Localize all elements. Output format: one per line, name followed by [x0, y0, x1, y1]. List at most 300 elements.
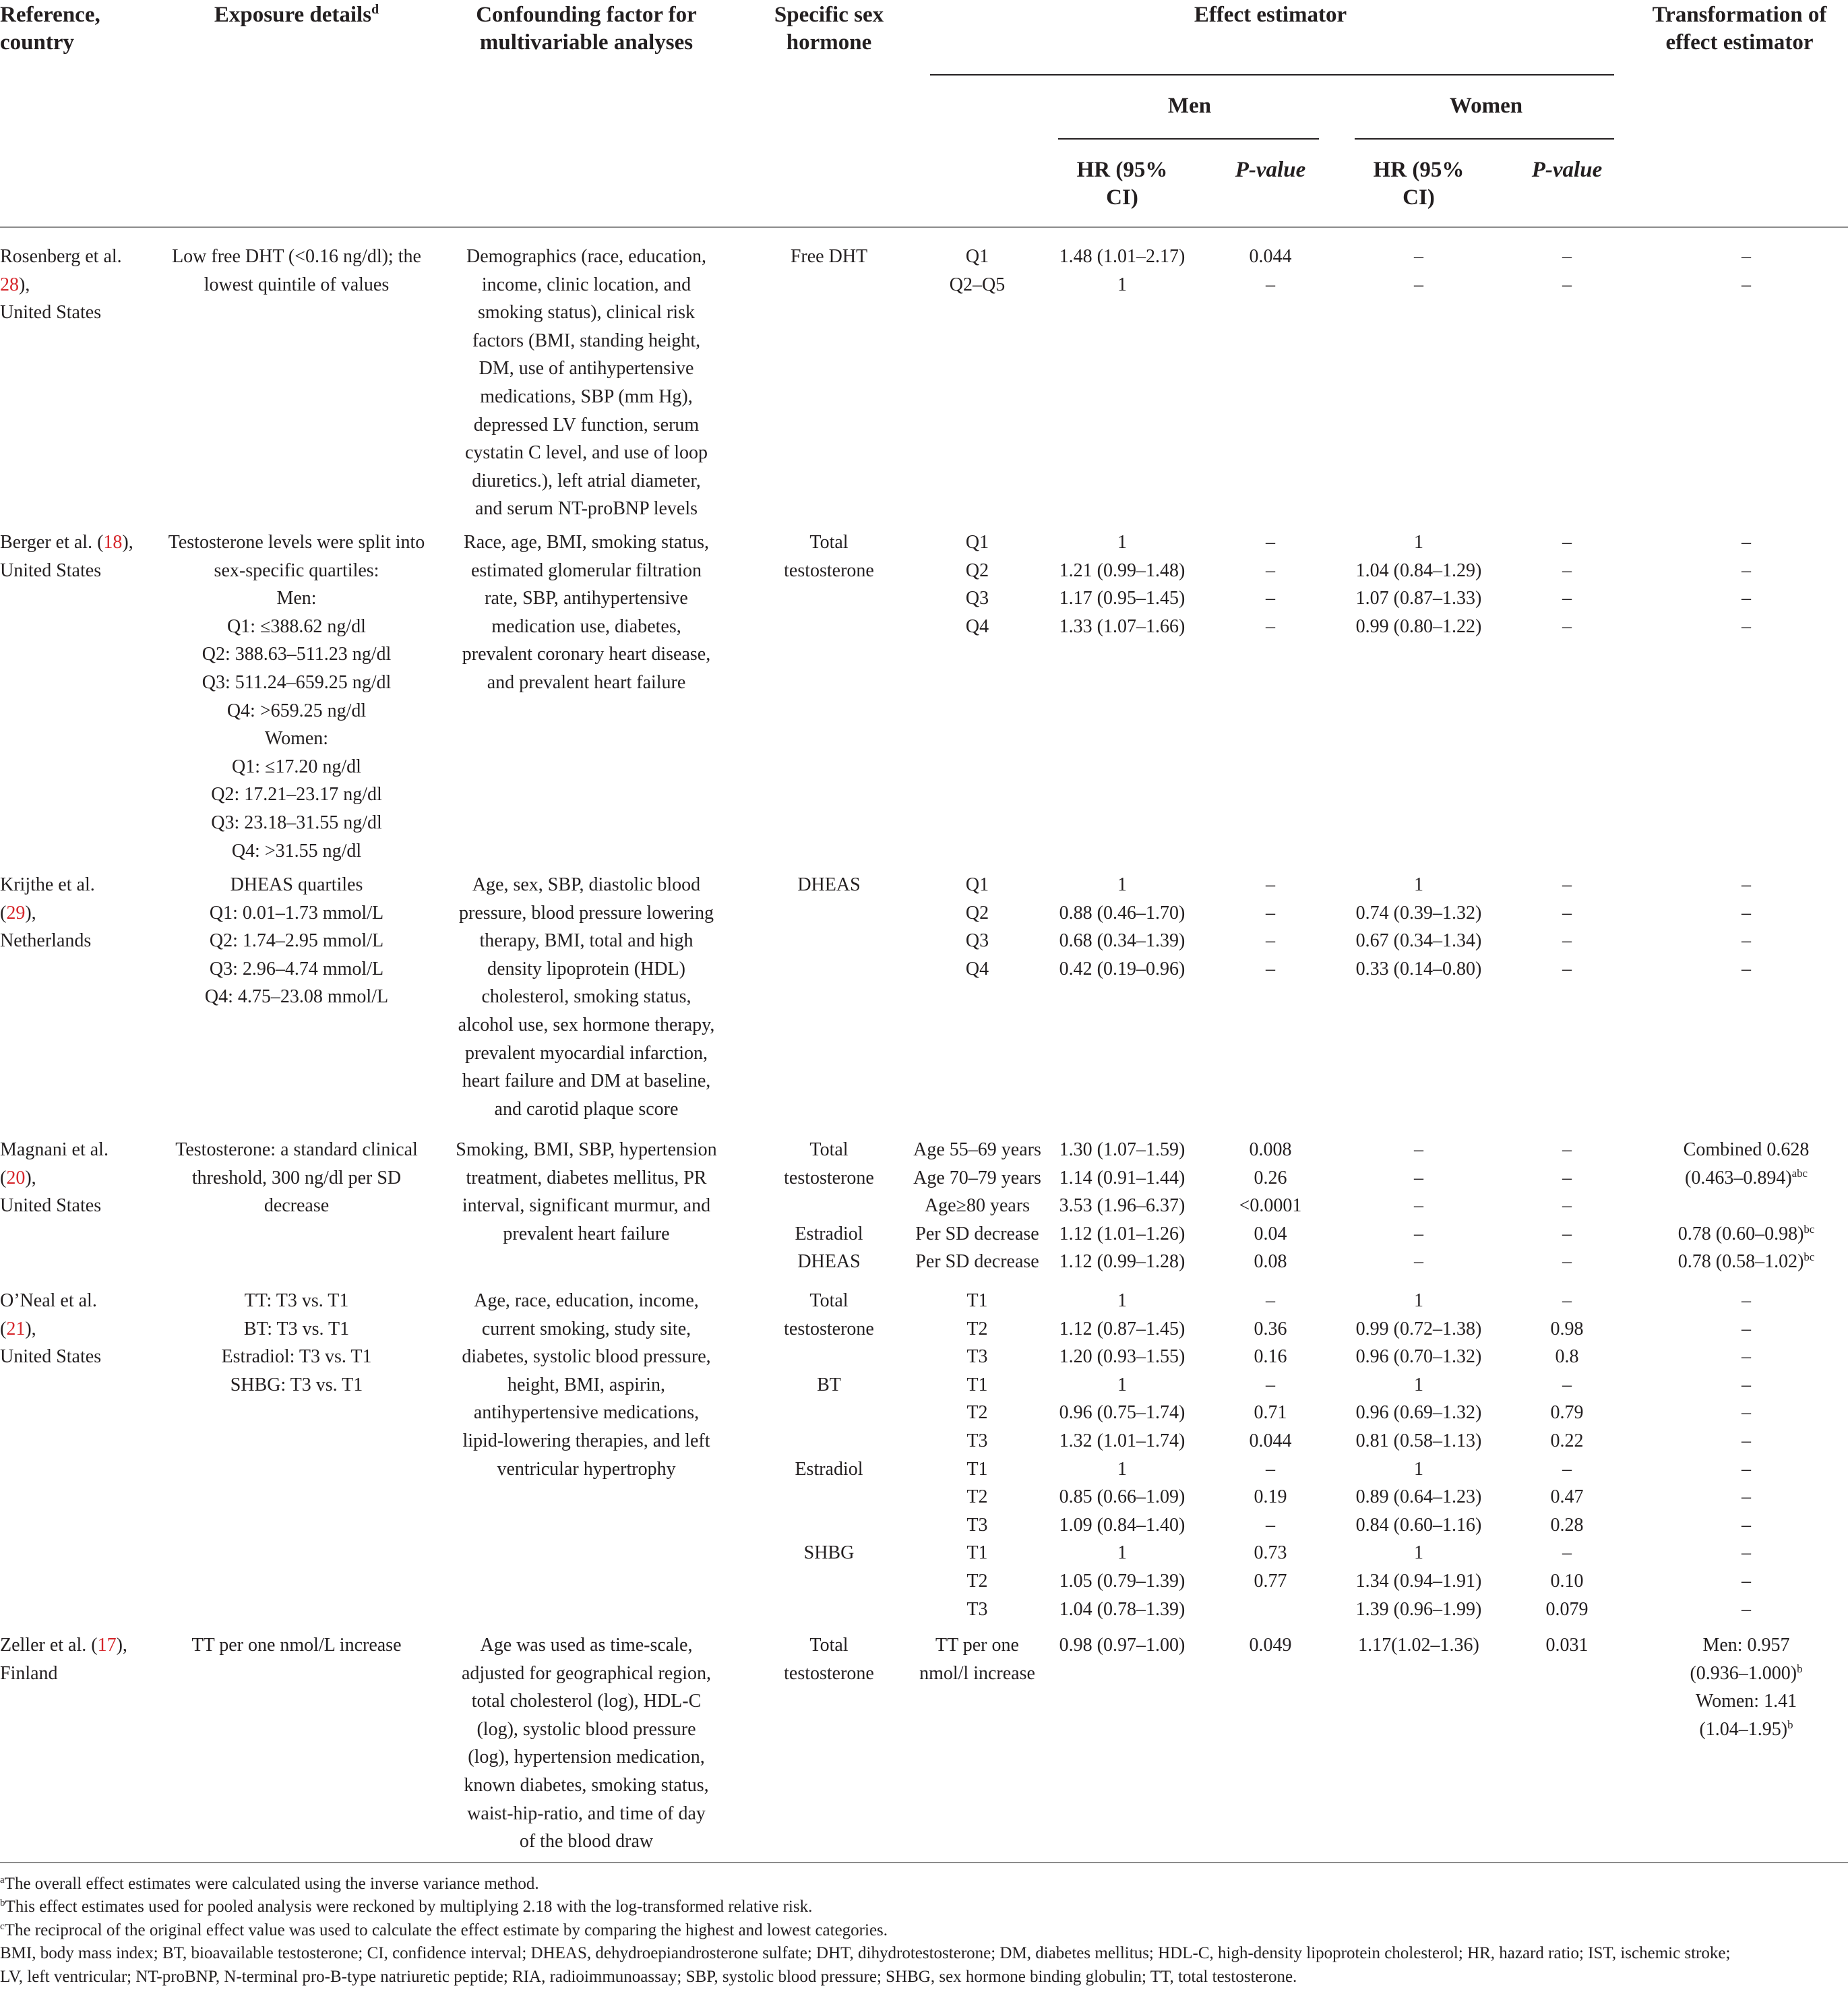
category-label: Q1 [965, 874, 989, 895]
transformation-line [1644, 1687, 1848, 1716]
exposure-line: Q2: 1.74–2.95 mmol/L [209, 930, 384, 952]
reference-link[interactable]: 17 [97, 1635, 117, 1656]
header-reference: Reference, country [0, 3, 100, 55]
hr-men-cell [1058, 243, 1186, 271]
confounding-cell [445, 528, 728, 697]
reference-text: ), [25, 1318, 36, 1339]
transformation-line [1644, 1483, 1848, 1511]
reference-text: Krijthe et al. [0, 874, 95, 895]
transformation-cell [1644, 584, 1848, 613]
hr-women-cell-value: 1 [1414, 1542, 1423, 1564]
exposure-line: Q1: ≤388.62 ng/dl [227, 615, 366, 637]
transformation-cell [1644, 243, 1848, 271]
confounding-line: and serum NT-proBNP levels [475, 498, 698, 520]
hr-women-cell-value: 0.84 (0.60–1.16) [1355, 1514, 1482, 1536]
footnote-text: This effect estimates used for pooled analysis were reckoned by multiplying 2.18 with the log-transformed relative risk. [5, 1898, 813, 1916]
transformation-cell [1644, 1539, 1848, 1567]
confounding-cell [445, 1287, 728, 1483]
p-men-cell-value: – [1266, 588, 1275, 609]
hr-women-cell [1355, 1136, 1483, 1164]
category-label: T1 [966, 1290, 988, 1311]
reference-text: United States [0, 1346, 102, 1368]
p-women-cell-value: – [1562, 615, 1572, 637]
reference-text: ), [122, 532, 133, 553]
transformation-line [1644, 584, 1848, 613]
transformation-line [1644, 528, 1848, 557]
transformation-sup: bc [1804, 1222, 1815, 1236]
hr-men-cell [1058, 271, 1186, 299]
hr-men-cell-value: 1.05 (0.79–1.39) [1059, 1571, 1185, 1592]
category-label: Q2 [965, 560, 989, 581]
reference-text: United States [0, 302, 102, 324]
transformation-cell [1644, 1511, 1848, 1540]
transformation-line [1644, 1596, 1848, 1624]
p-women-cell-value: 0.47 [1550, 1486, 1584, 1508]
reference-line [0, 1287, 148, 1315]
hr-men-cell [1058, 1511, 1186, 1540]
hr-women-cell-value: – [1414, 1167, 1423, 1188]
p-men-cell [1206, 1248, 1334, 1276]
p-women-cell [1500, 1483, 1634, 1511]
hr-men-cell [1058, 1539, 1186, 1567]
confounding-line: medication use, diabetes, [491, 615, 681, 637]
footnote [0, 1873, 1848, 1896]
category-label: Per SD decrease [915, 1223, 1039, 1244]
p-men-cell [1206, 1287, 1334, 1315]
footnote-marker: a [0, 1875, 5, 1885]
transformation-cell [1644, 271, 1848, 299]
transformation-text: – [1742, 615, 1751, 637]
footnote-line [0, 1942, 1848, 1966]
p-men-cell-value: – [1266, 1374, 1275, 1395]
p-men-cell [1206, 1136, 1334, 1164]
confounding-line: rate, SBP, antihypertensive [485, 588, 688, 609]
category-label: Per SD decrease [915, 1251, 1039, 1273]
p-women-cell-value: – [1562, 874, 1572, 895]
transformation-text: – [1742, 1374, 1751, 1395]
reference-link[interactable]: 29 [6, 902, 26, 924]
hr-men-cell-value: 1 [1117, 1374, 1127, 1395]
transformation-line [1644, 1631, 1848, 1660]
reference-cell [0, 528, 148, 584]
hr-men-cell [1058, 1315, 1186, 1343]
transformation-line [1644, 1539, 1848, 1567]
hr-men-cell-value: 0.88 (0.46–1.70) [1059, 902, 1185, 924]
category-cell [906, 1136, 1048, 1164]
reference-line [0, 1164, 148, 1192]
category-cell [906, 1164, 1048, 1192]
reference-line [0, 1192, 148, 1220]
p-women-cell [1500, 1343, 1634, 1371]
hr-women-cell [1355, 1220, 1483, 1248]
p-women-cell [1500, 1511, 1634, 1540]
reference-text: Magnani et al. [0, 1139, 109, 1160]
transformation-text: (0.463–0.894) [1685, 1167, 1792, 1188]
footnote-text: LV, left ventricular; NT-proBNP, N-terminal pro-B-type natriuretic peptide; RIA, radioimmunoassay; SBP, systolic blood pressure; SHBG, sex hormone binding globulin; TT, total testosterone. [0, 1968, 1297, 1986]
hr-women-cell [1355, 1248, 1483, 1276]
hr-men-cell-value: 1 [1117, 274, 1127, 295]
confounding-cell [445, 243, 728, 523]
p-men-cell [1206, 528, 1334, 557]
p-men-cell-value: 0.19 [1254, 1486, 1287, 1508]
exposure-line: Men: [276, 588, 317, 609]
transformation-line [1644, 1427, 1848, 1455]
transformation-cell [1644, 528, 1848, 557]
exposure-line: SHBG: T3 vs. T1 [230, 1374, 363, 1395]
confounding-line: medications, SBP (mm Hg), [480, 386, 693, 407]
exposure-line: Q1: 0.01–1.73 mmol/L [209, 902, 384, 924]
transformation-cell [1644, 613, 1848, 641]
category-cell [906, 1483, 1048, 1511]
transformation-cell [1644, 1483, 1848, 1511]
p-women-cell [1500, 1539, 1634, 1567]
p-men-cell [1206, 1539, 1334, 1567]
confounding-line: (log), systolic blood pressure [476, 1718, 696, 1740]
reference-text: ( [0, 1167, 7, 1188]
reference-text: O’Neal et al. [0, 1290, 97, 1311]
transformation-cell [1644, 1287, 1848, 1315]
hr-men-cell [1058, 528, 1186, 557]
exposure-line: threshold, 300 ng/dl per SD [191, 1167, 402, 1188]
category-label: TT per one [935, 1635, 1019, 1656]
p-men-cell [1206, 1220, 1334, 1248]
reference-line [0, 1315, 148, 1343]
hr-men-cell-value: 1.09 (0.84–1.40) [1059, 1514, 1185, 1536]
category-cell [906, 1427, 1048, 1455]
hr-women-cell [1355, 1483, 1483, 1511]
category-cell [906, 927, 1048, 955]
transformation-text: 0.78 (0.58–1.02) [1677, 1251, 1804, 1273]
hr-men-cell-value: 0.98 (0.97–1.00) [1059, 1635, 1185, 1656]
hormone-line: Estradiol [795, 1458, 863, 1480]
hr-women-cell [1355, 557, 1483, 585]
p-men-cell-value: 0.08 [1254, 1251, 1287, 1273]
category-cell [906, 557, 1048, 585]
category-cell [906, 1539, 1048, 1567]
footnote-line [0, 1873, 1848, 1896]
transformation-sup: b [1797, 1662, 1803, 1675]
p-women-cell [1500, 1192, 1634, 1220]
p-women-cell [1500, 528, 1634, 557]
p-men-cell-value: – [1266, 615, 1275, 637]
confounding-line: diuretics.), left atrial diameter, [472, 470, 701, 491]
category-cell [906, 1455, 1048, 1484]
reference-cell [0, 871, 148, 955]
p-women-cell [1500, 1220, 1634, 1248]
header-transformation: Transformation of effect estimator [1652, 3, 1827, 55]
reference-line [0, 299, 148, 327]
hormone-line: testosterone [784, 1662, 874, 1684]
confounding-line: (log), hypertension medication, [468, 1747, 705, 1768]
exposure-line: TT per one nmol/L increase [191, 1635, 402, 1656]
hormone-cell [751, 1455, 906, 1484]
confounding-line: cystatin C level, and use of loop [464, 442, 708, 464]
category-label: T1 [966, 1542, 988, 1564]
p-men-cell [1206, 899, 1334, 928]
category-cell [906, 1248, 1048, 1276]
transformation-cell [1644, 1136, 1848, 1192]
footnote-text: BMI, body mass index; BT, bioavailable testosterone; CI, confidence interval; DHEAS, dehydroepiandrosterone sulfate; DHT, dihydrotestosterone; DM, diabetes mellitus; HDL-C, high-density lipoprotein cholesterol; HR, hazard ratio; IST, ischemic stroke; [0, 1944, 1731, 1962]
category-label: T3 [966, 1346, 988, 1368]
hr-women-cell-value: 0.74 (0.39–1.32) [1355, 902, 1482, 924]
footnote [0, 1966, 1848, 1989]
hr-women-cell-value: 0.89 (0.64–1.23) [1355, 1486, 1482, 1508]
hormone-cell [751, 1371, 906, 1399]
p-men-cell-value: – [1266, 1290, 1275, 1311]
transformation-text: – [1742, 1430, 1751, 1451]
category-label: T3 [966, 1514, 988, 1536]
transformation-line [1644, 871, 1848, 899]
p-men-cell-value: 0.049 [1249, 1635, 1292, 1656]
category-cell [906, 1371, 1048, 1399]
category-cell [906, 1192, 1048, 1220]
p-women-cell-value: – [1562, 274, 1572, 295]
transformation-line [1644, 927, 1848, 955]
transformation-cell [1644, 1631, 1848, 1743]
category-label: Age 55–69 years [913, 1139, 1041, 1160]
transformation-text: – [1742, 1571, 1751, 1592]
confounding-line: therapy, BMI, total and high [479, 930, 694, 952]
hr-women-cell [1355, 1287, 1483, 1315]
transformation-text: 0.78 (0.60–0.98) [1677, 1223, 1804, 1244]
transformation-line [1644, 1136, 1848, 1164]
exposure-line: Q4: 4.75–23.08 mmol/L [204, 986, 389, 1008]
header-confounding: Confounding factor for multivariable analyses [476, 3, 697, 55]
p-women-cell-value: – [1562, 532, 1572, 553]
p-women-cell-value: – [1562, 1290, 1572, 1311]
header-effect-estimator: Effect estimator [1194, 3, 1347, 27]
hr-men-cell [1058, 1164, 1186, 1192]
transformation-cell [1644, 1596, 1848, 1624]
category-cell [906, 1596, 1048, 1624]
reference-line [0, 271, 148, 299]
p-women-cell-value: – [1562, 1195, 1572, 1217]
transformation-cell [1644, 557, 1848, 585]
hr-women-cell-value: 1.34 (0.94–1.91) [1355, 1571, 1482, 1592]
category-cell [906, 613, 1048, 641]
hr-men-cell-value: 1.30 (1.07–1.59) [1059, 1139, 1185, 1160]
exposure-line: TT: T3 vs. T1 [244, 1290, 349, 1311]
hr-women-cell-value: – [1414, 1223, 1423, 1244]
hr-women-cell [1355, 955, 1483, 984]
p-women-cell [1500, 1248, 1634, 1276]
hormone-cell [751, 528, 906, 584]
hr-women-cell [1355, 1315, 1483, 1343]
p-women-cell-value: – [1562, 1251, 1572, 1273]
p-women-cell-value: – [1562, 902, 1572, 924]
confounding-line: Demographics (race, education, [466, 246, 707, 267]
category-cell [906, 1220, 1048, 1248]
reference-text: Berger et al. ( [0, 532, 104, 553]
p-women-cell-value: 0.22 [1550, 1430, 1584, 1451]
category-label: Q3 [965, 930, 989, 952]
transformation-text: – [1742, 1346, 1751, 1368]
exposure-cell [162, 1287, 431, 1399]
exposure-cell [162, 1631, 431, 1660]
p-men-cell-value: – [1266, 1514, 1275, 1536]
p-women-cell-value: 0.28 [1550, 1514, 1584, 1536]
transformation-text: (1.04–1.95) [1699, 1718, 1788, 1740]
exposure-line: Low free DHT (<0.16 ng/dl); the [172, 246, 421, 267]
hr-men-cell [1058, 557, 1186, 585]
p-women-cell-value: – [1562, 1223, 1572, 1244]
confounding-line: density lipoprotein (HDL) [487, 958, 685, 979]
reference-link[interactable]: 20 [6, 1167, 26, 1188]
hormone-cell [751, 1539, 906, 1567]
confounding-line: adjusted for geographical region, [461, 1662, 712, 1684]
p-women-cell-value: – [1562, 930, 1572, 952]
transformation-text: – [1742, 1318, 1751, 1339]
reference-link[interactable]: 28 [0, 274, 19, 295]
p-men-cell-value: – [1266, 958, 1275, 979]
confounding-line: diabetes, systolic blood pressure, [462, 1346, 711, 1368]
reference-text: Finland [0, 1662, 58, 1684]
exposure-line: Estradiol: T3 vs. T1 [221, 1346, 372, 1368]
p-men-cell [1206, 1511, 1334, 1540]
hr-women-cell [1355, 1596, 1483, 1624]
p-women-cell-value: – [1562, 958, 1572, 979]
p-women-cell-value: – [1562, 1167, 1572, 1188]
hr-men-cell-value: 1 [1117, 532, 1127, 553]
transformation-cell [1644, 899, 1848, 928]
exposure-cell [162, 243, 431, 299]
reference-cell [0, 1136, 148, 1220]
hr-women-cell [1355, 1164, 1483, 1192]
category-cell [906, 1511, 1048, 1540]
header-hr-women: HR (95% CI) [1373, 158, 1465, 210]
p-men-cell-value: 0.36 [1254, 1318, 1287, 1339]
hr-men-cell [1058, 1596, 1186, 1624]
hr-women-cell [1355, 271, 1483, 299]
category-cell [906, 1287, 1048, 1315]
p-men-cell-value: – [1266, 1458, 1275, 1480]
transformation-cell [1644, 927, 1848, 955]
category-cell [906, 1567, 1048, 1596]
hr-men-cell [1058, 1567, 1186, 1596]
reference-link[interactable]: 21 [6, 1318, 26, 1339]
hr-men-cell-value: 0.85 (0.66–1.09) [1059, 1486, 1185, 1508]
transformation-text: – [1742, 274, 1751, 295]
p-women-cell [1500, 1164, 1634, 1192]
hr-men-cell-value: 1 [1117, 1542, 1127, 1564]
hr-men-cell [1058, 613, 1186, 641]
p-women-cell-value: 0.079 [1545, 1598, 1589, 1620]
exposure-line: Q4: >31.55 ng/dl [231, 840, 362, 861]
hormone-line: SHBG [803, 1542, 855, 1564]
transformation-line [1644, 955, 1848, 984]
exposure-line: Women: [264, 728, 329, 750]
footnote [0, 1942, 1848, 1966]
hormone-line: Total [809, 1635, 849, 1656]
p-men-cell [1206, 1371, 1334, 1399]
transformation-line [1644, 1399, 1848, 1427]
transformation-text: – [1742, 560, 1751, 581]
hormone-line: DHEAS [797, 1251, 861, 1273]
transformation-line [1644, 899, 1848, 928]
exposure-line: lowest quintile of values [204, 274, 390, 295]
category-label: T1 [966, 1458, 988, 1480]
hormone-cell [751, 1631, 906, 1687]
hormone-cell [751, 243, 906, 271]
p-women-cell-value: – [1562, 1374, 1572, 1395]
p-women-cell [1500, 1136, 1634, 1164]
transformation-cell [1644, 1427, 1848, 1455]
exposure-line: Q4: >659.25 ng/dl [226, 700, 367, 721]
hr-men-cell [1058, 899, 1186, 928]
reference-link[interactable]: 18 [103, 532, 123, 553]
hr-men-cell-value: 1.12 (1.01–1.26) [1059, 1223, 1185, 1244]
p-women-cell [1500, 1567, 1634, 1596]
p-men-cell-value: 0.73 [1254, 1542, 1287, 1564]
exposure-line: Q2: 17.21–23.17 ng/dl [211, 784, 382, 806]
transformation-sup: bc [1804, 1250, 1815, 1264]
hr-men-cell [1058, 927, 1186, 955]
hormone-line: testosterone [784, 1167, 874, 1188]
reference-text: ), [25, 1167, 36, 1188]
reference-line [0, 899, 148, 928]
confounding-line: pressure, blood pressure lowering [459, 902, 714, 924]
hr-women-cell [1355, 528, 1483, 557]
reference-cell [0, 243, 148, 327]
transformation-text: – [1742, 1514, 1751, 1536]
exposure-line: Q2: 388.63–511.23 ng/dl [202, 644, 392, 665]
confounding-line: total cholesterol (log), HDL-C [471, 1691, 702, 1712]
p-women-cell [1500, 871, 1634, 899]
reference-text: Netherlands [0, 930, 92, 952]
confounding-line: estimated glomerular filtration [470, 560, 702, 581]
confounding-line: antihypertensive medications, [473, 1402, 700, 1424]
reference-cell [0, 1631, 148, 1687]
exposure-line: Testosterone levels were split into [168, 532, 425, 553]
reference-text: ), [19, 274, 30, 295]
hr-men-cell [1058, 1136, 1186, 1164]
confounding-line: and carotid plaque score [494, 1098, 679, 1120]
hr-women-cell-value: 0.33 (0.14–0.80) [1355, 958, 1482, 979]
confounding-line: income, clinic location, and [481, 274, 691, 295]
hr-women-cell [1355, 1192, 1483, 1220]
p-men-cell [1206, 1192, 1334, 1220]
p-men-cell [1206, 1315, 1334, 1343]
p-men-cell-value: – [1266, 930, 1275, 952]
p-men-cell-value: 0.77 [1254, 1571, 1287, 1592]
hr-men-cell-value: 1.04 (0.78–1.39) [1059, 1598, 1185, 1620]
hr-men-cell-value: 1.21 (0.99–1.48) [1059, 560, 1185, 581]
hr-men-cell [1058, 584, 1186, 613]
p-women-cell [1500, 1399, 1634, 1427]
hr-men-cell [1058, 1220, 1186, 1248]
p-men-cell [1206, 613, 1334, 641]
p-women-cell [1500, 1287, 1634, 1315]
hr-women-cell [1355, 899, 1483, 928]
p-women-cell-value: 0.10 [1550, 1571, 1584, 1592]
transformation-text: Women: 1.41 [1695, 1691, 1797, 1712]
category-label: T2 [966, 1571, 988, 1592]
p-women-cell-value: – [1562, 246, 1572, 267]
reference-line [0, 1343, 148, 1371]
category-label: Q2 [965, 902, 989, 924]
confounding-line: smoking status), clinical risk [478, 302, 695, 324]
category-cell [906, 955, 1048, 984]
p-men-cell-value: – [1266, 274, 1275, 295]
exposure-line: BT: T3 vs. T1 [243, 1318, 350, 1339]
reference-text: ), [25, 902, 36, 924]
hormone-cell [751, 1136, 906, 1192]
hr-men-cell-value: 1 [1117, 1290, 1127, 1311]
hr-women-cell-value: 1.04 (0.84–1.29) [1355, 560, 1482, 581]
category-label: T2 [966, 1486, 988, 1508]
hr-women-cell [1355, 927, 1483, 955]
p-women-cell [1500, 1455, 1634, 1484]
